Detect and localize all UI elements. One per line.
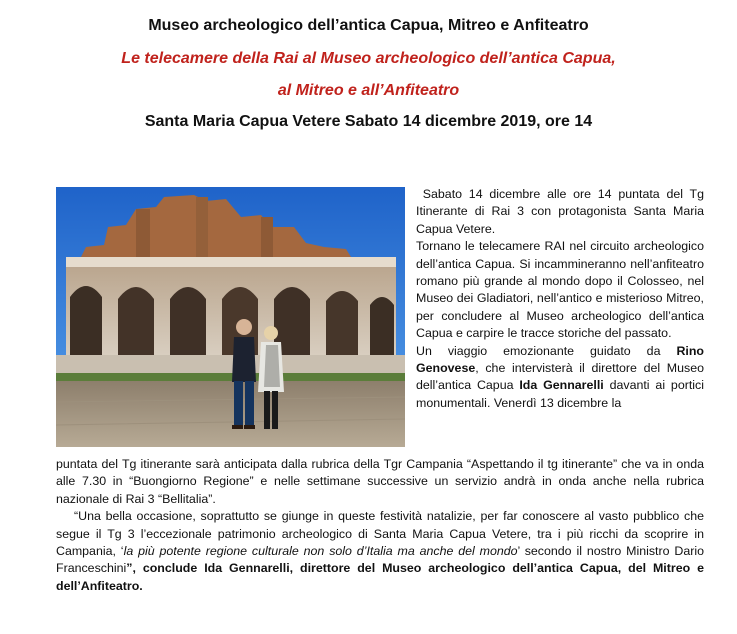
cornice [66, 257, 396, 267]
date-line: Santa Maria Capua Vetere Sabato 14 dicembre 2019, ore 14 [144, 113, 593, 130]
paragraph-3-rest: puntata del Tg itinerante sarà anticipata dalla rubrica della Tgr Campania “Aspettando il tg itinerante” che va in onda alle 7.30 in “Buongiorno Regione” e nelle settimane successive un servizio andrà in onda anche nella rubrica nazionale di Rai 3 “Bellitalia”. [56, 457, 704, 506]
arch-2 [118, 287, 154, 362]
paragraph-3-start: Un viaggio emozionante guidato da Rino Genovese, che intervisterà il direttore del Museo dell’antica Capua Ida Gennarelli davanti ai portici monumentali. Venerdì 13 dicembre la [416, 343, 704, 410]
paragraph-2: Tornano le telecamere RAI nel circuito archeologico dell’antica Capua. Si incammineranno nell’anfiteatro romano più grande al mondo dopo il Colosseo, nel Museo dei Gladiatori, nell’antico e misterioso Mitreo, per concludere al Museo archeologico dell’antica Capua e carpire le tracce storiche del passato. [416, 239, 704, 341]
pavement [56, 381, 405, 447]
quote-close: ”, conclude [126, 561, 205, 576]
name-rino-genovese: Rino Genovese [416, 343, 704, 376]
paragraph-1: Sabato 14 dicembre alle ore 14 puntata del Tg Itinerante di Rai 3 con protagonista Santa Maria Capua Vetere. [416, 187, 704, 236]
name-ida-gennarelli: Ida Gennarelli [519, 378, 604, 393]
arch-7 [370, 297, 394, 362]
paragraph-4-quote: “Una bella occasione, soprattutto se giunge in queste festività natalizie, per far conoscere al vasto pubblico che segue il Tg 3 l’eccezionale patrimonio archeologico di Santa Maria Capua Vetere, tra i più ricchi da scoprire in Campania, ‘la più potente regione culturale non solo d’Italia ma anche del mondo’ secondo il nostro Ministro Dario Franceschini”, conclude Ida Gennarelli, direttore del Museo archeologico dell’antica Capua, del Mitreo e dell’Anfiteatro. [56, 509, 705, 593]
arch-1 [70, 286, 102, 362]
arch-6 [326, 291, 358, 362]
quote-italic: la più potente regione culturale non solo d’Italia ma anche del mondo [123, 544, 518, 559]
subtitle-line-2: al Mitreo e all’Anfiteatro [277, 82, 460, 99]
article-continuation [56, 456, 704, 595]
article-column [416, 186, 704, 412]
page-title: Museo archeologico dell’antica Capua, Mitreo e Anfiteatro [148, 17, 589, 34]
subtitle-line-1: Le telecamere della Rai al Museo archeologico dell’antica Capua, [121, 50, 616, 67]
arch-3 [170, 287, 206, 362]
amphitheatre-photo [56, 187, 405, 447]
closing-attribution: Ida Gennarelli, direttore del Museo archeologico dell’antica Capua, del Mitreo e dell’Anfiteatro. [56, 561, 704, 593]
brick-pier-2 [196, 197, 208, 267]
